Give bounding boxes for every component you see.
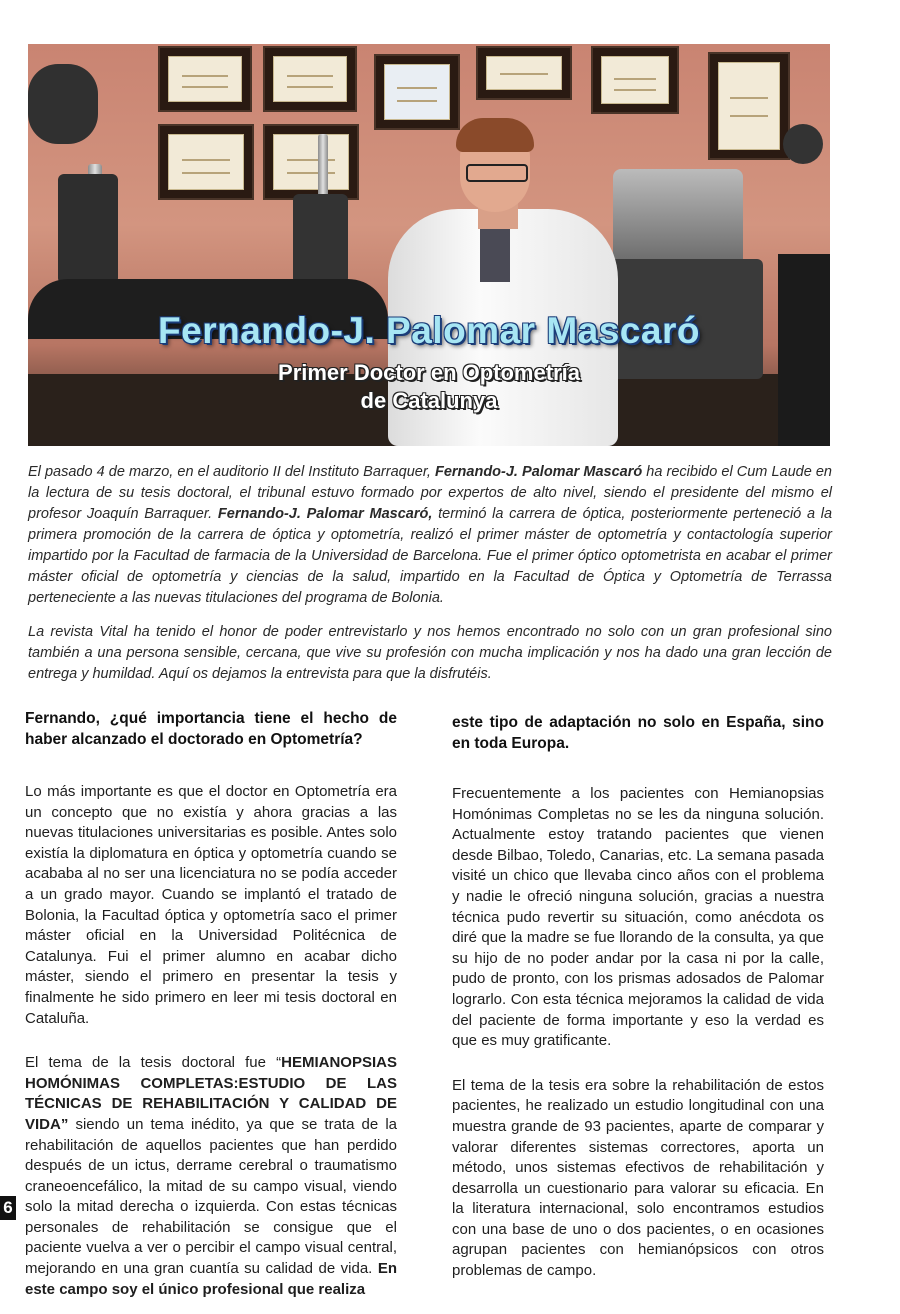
answer-paragraph: Frecuentemente a los pacientes con Hemianopsias Homónimas Completas no se les da ninguna solución. Actualmente estoy tratando pacientes que vienen desde Bilbao, Toledo, Canarias, etc. La semana pasada visité un chico que llevaba cinco años con el problema y nadie le ofreció ninguna solución, gracias a nuestra técnica pudo revertir su situación, como anécdota os diré que la madre se fue llorando de la consulta, ya que su hijo de no poder andar por la casa ni por la calle, pudo de pronto, con los prismas adosados de Palomar lograrlo. Con esta técnica mejoramos la calidad de vida del paciente de forma importante y eso la verdad es que es muy gratificante. [452,785,824,1050]
answer-text: siendo un tema inédito, ya que se trata de la rehabilitación de aquellos pacientes que han perdido después de un ictus, derrame cerebral o traumatismo craneoencefálico, la mitad de su campo visual, viendo solo la mitad derecha o izquierda. Con estas técnicas personales de rehabilitación se consigue que el paciente vuelva a ver o percibir el campo visual central, mejorando en una gran cuantía su calidad de vida. [25,1115,397,1278]
answer-continuation-bold: este tipo de adaptación no solo en España, sino en toda Europa. [452,714,824,752]
intro-text: ha recibido el Cum Laude en la lectura de su tesis doctoral, el tribunal estuvo formado por expertos de alto nivel, siendo el presidente del mismo el profesor Joaquín Barraquer. [28,464,832,522]
interview-question: Fernando, ¿qué importancia tiene el hecho de haber alcanzado el doctorado en Optometría? [25,710,397,748]
ophthalmometer [613,169,743,269]
person-glasses [466,164,528,182]
slit-lamp-body [58,174,118,284]
answer-paragraph: Lo más importante es que el doctor en Optometría era un concepto que no existía y ahora gracias a las nuevas titulaciones universitarias es posible. Antes solo existía la diplomatura en óptica y optometría cuando se acababa al no ser una licenciatura no se podía acceder a un grado mayor. Cuando se implantó el tratado de Bolonia, la Facultad óptica y optometría saco el primer máster oficial en la Universidad Politécnica de Catalunya. Fui el primer alumno en acabar dicho máster, siendo el primero en presentar la tesis y finalmente he sido primero en leer mi tesis doctoral en Cataluña. [25,783,397,1027]
thesis-title: HEMIANOPSIAS HOMÓNIMAS COMPLETAS:ESTUDIO DE LAS TÉCNICAS DE REHABILITACIÓN Y CALIDAD DE VIDA” [25,1054,397,1133]
diploma-frame [263,46,357,112]
intro-name-bold: Fernando-J. Palomar Mascaró, [217,506,433,522]
header-photo [28,44,830,446]
diploma-frame [476,46,572,100]
diploma-frame [591,46,679,114]
diploma-frame [263,124,359,200]
person-hair [456,118,534,152]
answer-emphasis: En este campo soy el único profesional que realiza [25,1260,397,1298]
photo-subtitle-line1: Primer Doctor en Optometría [278,360,580,385]
right-column [452,712,824,1302]
instrument-center [293,194,348,284]
diploma-frame [158,46,252,112]
intro-text: El pasado 4 de marzo, en el auditorio II del Instituto Barraquer, [28,464,435,480]
intro-text: terminó la carrera de óptica, posteriormente perteneció a la primera promoción de la carrera de óptica y optometría, realizó el primer máster de optometría y contactología superior impartido por la Facultad de farmacia de la Universidad de Barcelona. Fue el primer óptico optometrista en acabar el primer máster oficial de optometría y ciencias de la salud, impartido en la Facultad de Óptica y Optometría de Terrassa perteneciente a las nuevas titulaciones del programa de Bolonia. [28,506,833,606]
diploma-frame [158,124,254,200]
photo-subtitle-line2: de Catalunya [360,388,498,413]
lamp-right [783,124,823,164]
answer-paragraph [25,1053,397,1300]
photo-title-name: Fernando-J. Palomar Mascaró [158,310,700,351]
answer-text: El tema de la tesis doctoral fue “ [25,1054,282,1072]
intro-paragraph-1 [28,462,832,609]
page-number: 6 [0,1196,16,1220]
diploma-frame [374,54,460,130]
person-shirt [480,222,510,282]
diploma-frame [708,52,790,160]
phoropter [28,64,98,144]
intro-paragraph-2: La revista Vital ha tenido el honor de poder entrevistarlo y nos hemos encontrado no solo con un gran profesional sino también a una persona sensible, cercana, que vive su profesión con mucha implicación y nos ha dado una gran lección de entrega y humildad. Aquí os dejamos la entrevista para que la disfrutéis. [28,624,832,682]
intro-name-bold: Fernando-J. Palomar Mascaró [434,464,643,480]
left-column [25,708,397,1300]
answer-paragraph: El tema de la tesis era sobre la rehabilitación de estos pacientes, he realizado un estudio longitudinal con una muestra grande de 93 pacientes, aparte de comparar y valorar diferentes sistemas correctores, aporta un método, unos sistemas efectivos de rehabilitación y desarrolla un cuestionario para valorar su eficacia. En la literatura internacional, solo encontramos estudios con una base de uno o dos pacientes, o en ocasiones agrupan pacientes con hemianópsicos con otros problemas de campo. [452,1076,824,1280]
